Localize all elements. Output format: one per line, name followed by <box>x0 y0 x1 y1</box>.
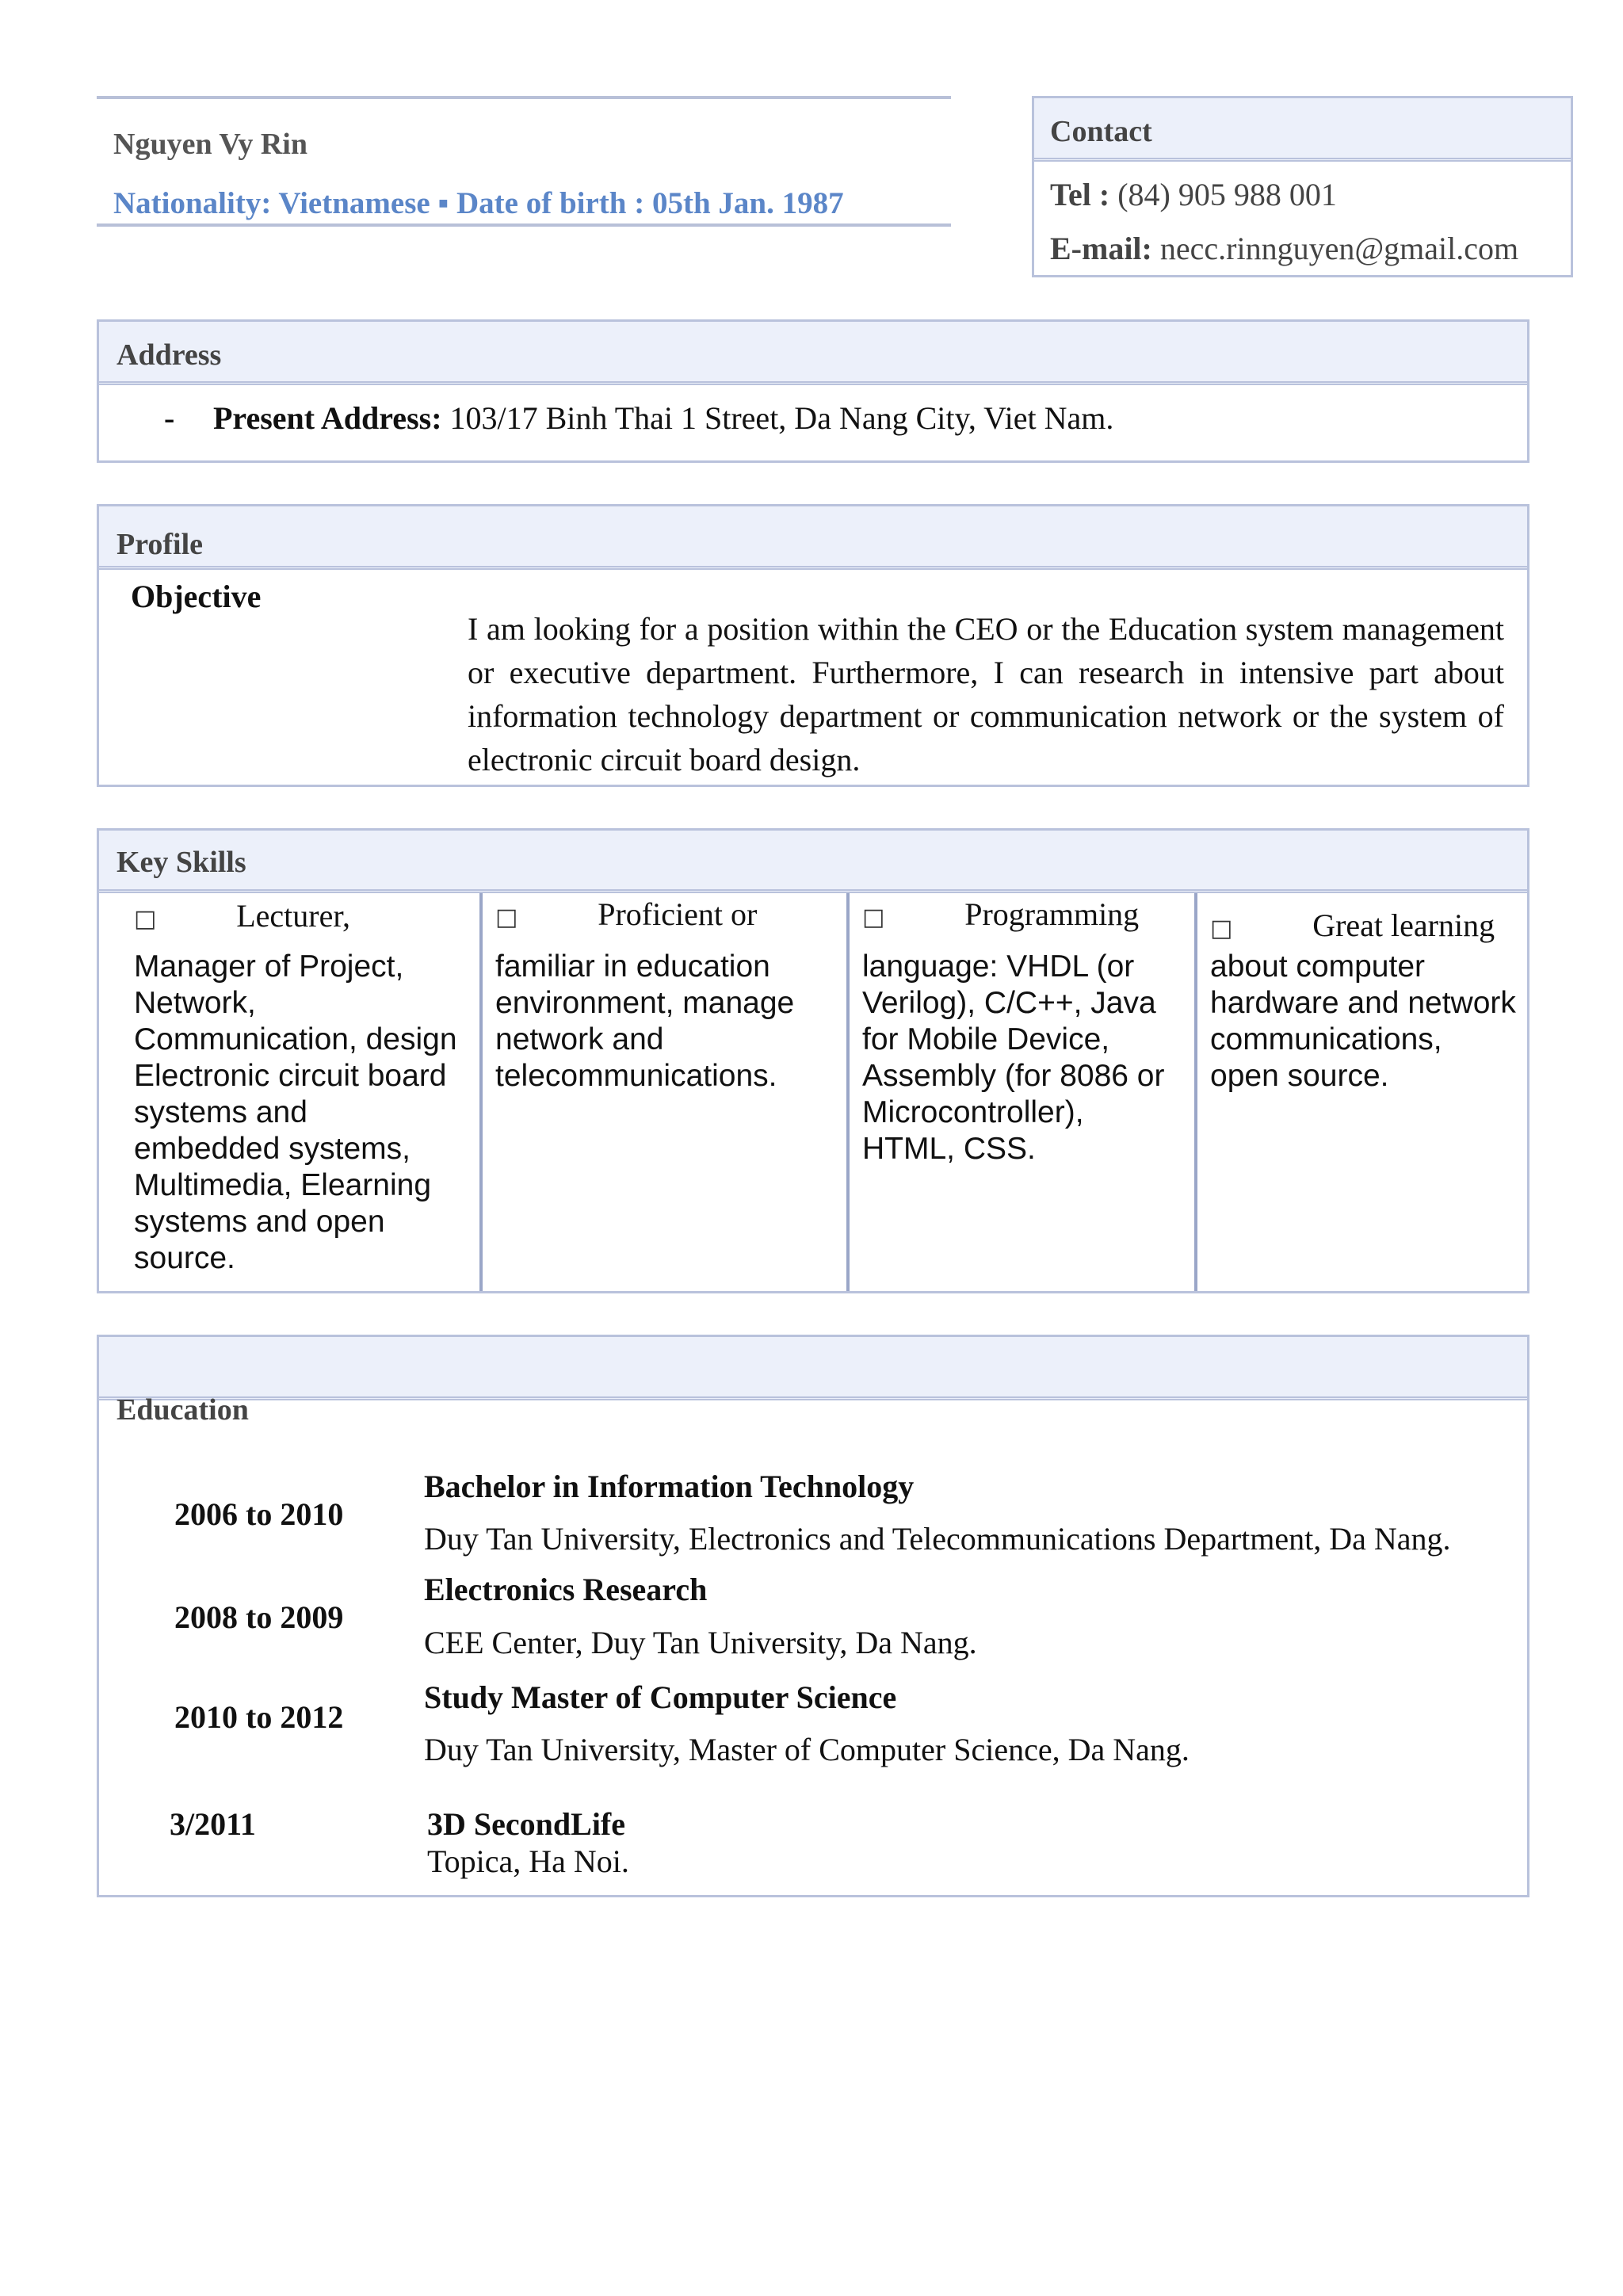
skill-description: familiar in education environment, manage network and telecommunications. <box>495 949 795 1093</box>
education-degree: Study Master of Computer Science <box>424 1679 897 1715</box>
tel-value: (84) 905 988 001 <box>1117 177 1337 212</box>
education-period: 2010 to 2012 <box>174 1699 344 1735</box>
education-place: Duy Tan University, Master of Computer Science, Da Nang. <box>424 1732 1190 1767</box>
applicant-name: Nguyen Vy Rin <box>113 128 307 161</box>
education-degree: Bachelor in Information Technology <box>424 1469 915 1504</box>
contact-tel <box>1050 176 1337 213</box>
education-title: Education <box>116 1393 249 1427</box>
skill-item <box>134 893 467 1291</box>
skill-first-line: Programming <box>964 896 1140 932</box>
education-degree: 3D SecondLife <box>427 1806 625 1842</box>
education-box <box>97 1335 1529 1897</box>
address-title: Address <box>116 338 222 372</box>
present-address <box>164 399 1113 437</box>
objective-label: Objective <box>131 579 262 614</box>
present-address-label: Present Address: <box>213 400 442 436</box>
education-period: 3/2011 <box>170 1806 256 1842</box>
contact-title: Contact <box>1050 115 1152 148</box>
education-period: 2008 to 2009 <box>174 1599 344 1635</box>
header-top-rule <box>97 96 951 99</box>
skill-item <box>1210 893 1523 1291</box>
skill-description: language: VHDL (or Verilog), C/C++, Java for Mobile Device, Assembly (for 8086 or Microcontroller), HTML, CSS. <box>862 949 1165 1166</box>
skill-first-line: Great learning <box>1312 907 1495 943</box>
header-bottom-rule <box>97 223 951 227</box>
skills-divider-2 <box>846 893 850 1291</box>
key-skills-box <box>97 828 1529 1293</box>
key-skills-title: Key Skills <box>116 846 246 879</box>
key-skills-header <box>99 831 1527 893</box>
objective-text: I am looking for a position within the CEO or the Education system management or executive department. Furthermore, I can research in intensive part about information technology department or communication network or the system of electronic circuit board design. <box>468 611 1504 777</box>
education-place: Duy Tan University, Electronics and Telecommunications Department, Da Nang. <box>424 1521 1451 1557</box>
education-degree: Electronics Research <box>424 1572 708 1607</box>
profile-header <box>99 506 1527 570</box>
checkbox-bullet-icon: □ <box>1210 915 1233 942</box>
skill-description: Manager of Project, Network, Communication, design Electronic circuit board systems and embedded systems, Multimedia, Elearning systems and open source. <box>134 949 457 1275</box>
address-header <box>99 322 1527 385</box>
skills-divider-3 <box>1194 893 1197 1291</box>
education-header <box>99 1337 1527 1400</box>
checkbox-bullet-icon: □ <box>134 905 157 933</box>
skill-first-line: Proficient or <box>598 896 758 932</box>
nationality-birthdate: Nationality: Vietnamese ▪ Date of birth : 05th Jan. 1987 <box>113 186 844 220</box>
skill-description: about computer hardware and network communications, open source. <box>1210 949 1516 1093</box>
skills-grid <box>99 893 1527 1291</box>
tel-label: Tel : <box>1050 177 1110 212</box>
contact-box <box>1032 96 1573 277</box>
profile-box <box>97 504 1529 787</box>
skill-item <box>862 893 1183 1291</box>
profile-title: Profile <box>116 528 204 561</box>
education-place: CEE Center, Duy Tan University, Da Nang. <box>424 1625 977 1660</box>
skill-first-line: Lecturer, <box>236 898 351 934</box>
education-place: Topica, Ha Noi. <box>427 1843 629 1879</box>
education-period: 2006 to 2010 <box>174 1496 344 1532</box>
address-bullet: - <box>164 400 175 436</box>
address-box <box>97 319 1529 463</box>
present-address-value: 103/17 Binh Thai 1 Street, Da Nang City, Viet Nam. <box>449 400 1114 436</box>
email-label: E-mail: <box>1050 231 1152 266</box>
skills-divider-1 <box>479 893 483 1291</box>
checkbox-bullet-icon: □ <box>495 904 518 931</box>
contact-header <box>1034 98 1571 162</box>
email-value[interactable]: necc.rinnguyen@gmail.com <box>1159 231 1519 266</box>
contact-email <box>1050 230 1518 267</box>
checkbox-bullet-icon: □ <box>862 904 885 931</box>
skill-item <box>495 893 832 1291</box>
